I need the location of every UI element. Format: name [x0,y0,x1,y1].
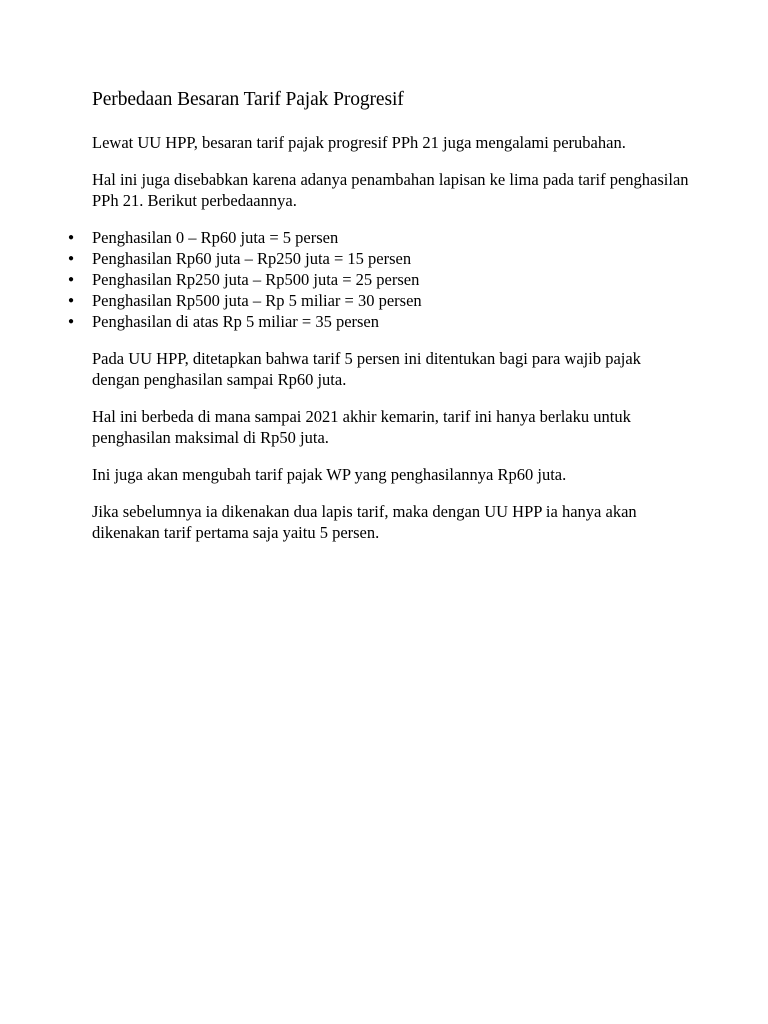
tax-rate-list [68,227,692,332]
list-item-text: Penghasilan Rp500 juta – Rp 5 miliar = 30 persen [92,291,422,310]
bullet-icon: ● [68,253,75,264]
document-title: Perbedaan Besaran Tarif Pajak Progresif [92,89,404,110]
list-item-text: Penghasilan Rp60 juta – Rp250 juta = 15 persen [92,249,412,268]
list-item-text: Penghasilan 0 – Rp60 juta = 5 persen [92,228,339,247]
bullet-icon: ● [68,295,75,306]
closing-paragraph-2: Hal ini berbeda di mana sampai 2021 akhir kemarin, tarif ini hanya berlaku untuk penghasilan maksimal di Rp50 juta. [92,407,631,447]
intro-paragraph-2: Hal ini juga disebabkan karena adanya penambahan lapisan ke lima pada tarif penghasilan PPh 21. Berikut perbedaannya. [92,170,689,210]
bullet-icon: ● [68,232,75,243]
bullet-icon: ● [68,316,75,327]
list-item [68,269,692,290]
bullet-icon: ● [68,274,75,285]
closing-paragraph-3: Ini juga akan mengubah tarif pajak WP yang penghasilannya Rp60 juta. [92,465,567,484]
list-item [68,248,692,269]
document-page [68,88,692,559]
closing-paragraph-4: Jika sebelumnya ia dikenakan dua lapis tarif, maka dengan UU HPP ia hanya akan dikenakan tarif pertama saja yaitu 5 persen. [92,502,637,542]
list-item [68,227,692,248]
list-item-text: Penghasilan Rp250 juta – Rp500 juta = 25 persen [92,270,420,289]
list-item [68,311,692,332]
list-item-text: Penghasilan di atas Rp 5 miliar = 35 persen [92,312,380,331]
list-item [68,290,692,311]
closing-paragraph-1: Pada UU HPP, ditetapkan bahwa tarif 5 persen ini ditentukan bagi para wajib pajak dengan penghasilan sampai Rp60 juta. [92,349,641,389]
intro-paragraph-1: Lewat UU HPP, besaran tarif pajak progresif PPh 21 juga mengalami perubahan. [92,133,626,152]
